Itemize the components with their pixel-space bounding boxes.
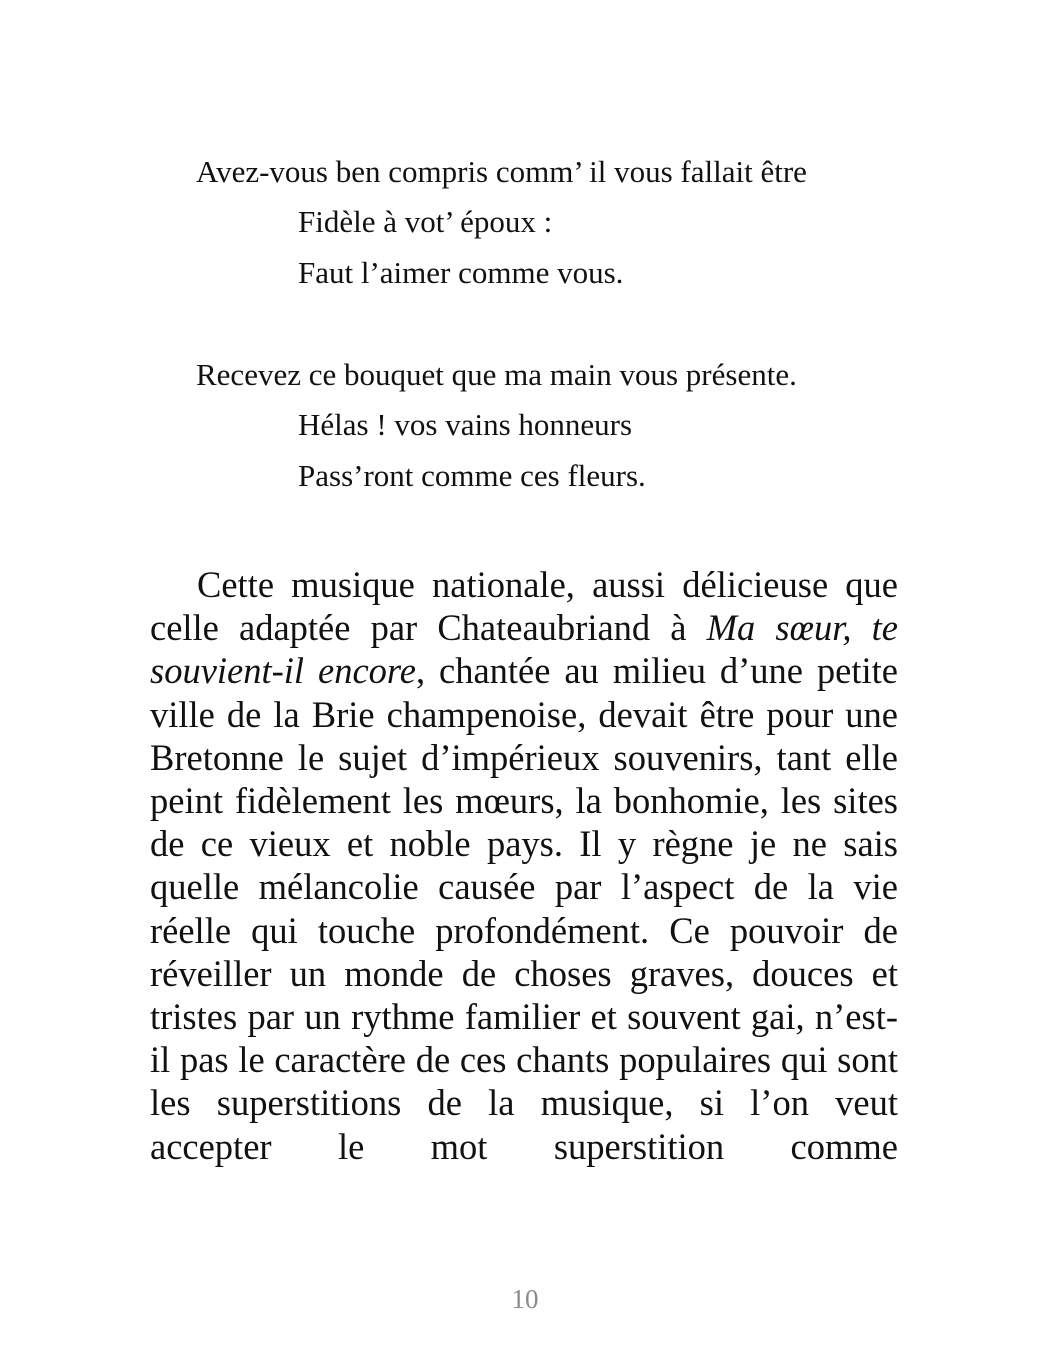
verse-line: Fidèle à vot’ époux : [298, 204, 553, 239]
paragraph-text: Cette musique nationale, aussi délicieuse que celle adaptée par Chateaubriand à [150, 564, 898, 649]
paragraph-text: , chantée au milieu d’une petite ville de la Brie champenoise, devait être pour une Bretonne le sujet d’impérieux souvenirs, tant elle peint fidèlement les mœurs, la bonhomie, les sites de ce vieux et noble pays. Il y règne je ne sais quelle mélancolie causée par l’aspect de la vie réelle qui touche profondément. Ce pouvoir de réveiller un monde de choses graves, douces et tristes par un rythme familier et souvent gai, n’est-il pas le caractère de ces chants populaires qui sont les superstitions de la musique, si l’on veut accepter le mot superstition comme [150, 650, 898, 1167]
page-number: 10 [511, 1284, 539, 1314]
verse-line: Pass’ront comme ces fleurs. [298, 458, 646, 493]
song-title: Ma sœur, te souvient-il encore [150, 607, 898, 692]
verse-line: Avez-vous ben compris comm’ il vous fallait être [196, 154, 807, 189]
body-paragraph [150, 563, 898, 1168]
verse-line: Faut l’aimer comme vous. [298, 255, 624, 290]
verse-line: Hélas ! vos vains honneurs [298, 407, 633, 442]
verse-line: Recevez ce bouquet que ma main vous présente. [196, 357, 797, 392]
